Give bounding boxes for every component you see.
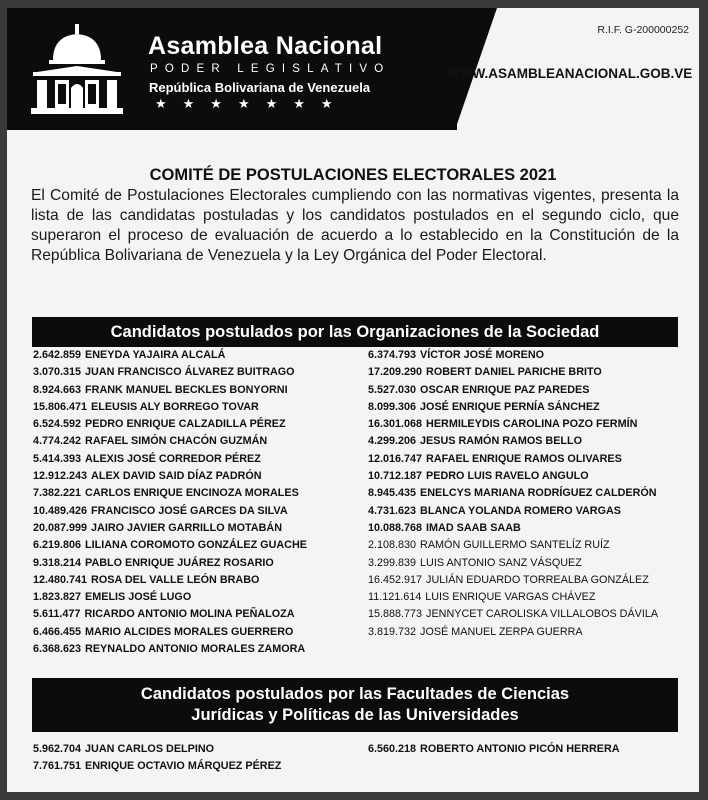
- candidate-row: [368, 433, 658, 450]
- candidate-row: [368, 555, 658, 572]
- candidate-row: [368, 364, 658, 381]
- candidate-id: 6.560.218: [368, 743, 417, 755]
- candidate-row: [368, 347, 658, 364]
- candidate-id: 5.527.030: [368, 383, 417, 396]
- org-title: Asamblea Nacional: [148, 32, 383, 60]
- candidate-id: 5.414.393: [33, 452, 82, 465]
- candidate-row: [33, 347, 307, 364]
- candidate-id: 3.070.315: [33, 366, 82, 379]
- candidate-name: LUIS ANTONIO SANZ VÁSQUEZ: [420, 556, 582, 569]
- candidate-name: ALEXIS JOSÉ CORREDOR PÉREZ: [85, 452, 261, 465]
- candidate-row: [368, 520, 658, 537]
- candidate-id: 15.806.471: [33, 400, 88, 413]
- candidate-name: CARLOS ENRIQUE ENCINOZA MORALES: [85, 487, 299, 500]
- candidate-name: RAFAEL ENRIQUE RAMOS OLIVARES: [426, 452, 622, 465]
- candidate-row: [33, 503, 307, 520]
- candidate-row: [33, 537, 307, 554]
- candidate-id: 4.731.623: [368, 504, 417, 517]
- candidate-row: [368, 624, 658, 641]
- candidate-id: 20.087.999: [33, 521, 88, 534]
- candidate-id: 7.761.751: [33, 760, 82, 773]
- section2-heading-line1: Candidatos postulados por las Facultades de Ciencias: [140, 685, 570, 703]
- stars-row: ★★★★★★★: [155, 96, 349, 111]
- newspaper-page: [7, 8, 699, 792]
- candidate-name: JESUS RAMÓN RAMOS BELLO: [420, 435, 583, 448]
- intro-paragraph: El Comité de Postulaciones Electorales cumpliendo con las normativas vigentes, presenta la lista de las candidatas postuladas y los candidatos postulados en el segundo ciclo, que superaron el proceso de evaluación de acuerdo a lo establecido en la Constitución de la República Bolivariana de Venezuela y la Ley Orgánica del Poder Electoral.: [31, 187, 679, 264]
- rif-number: R.I.F. G-200000252: [597, 24, 689, 36]
- candidate-row: [33, 606, 307, 623]
- candidate-id: 17.209.290: [368, 366, 423, 379]
- candidate-row: [368, 468, 658, 485]
- candidate-id: 2.642.859: [33, 349, 82, 361]
- candidate-name: PABLO ENRIQUE JUÁREZ ROSARIO: [85, 556, 274, 569]
- candidate-id: 8.099.306: [368, 400, 417, 413]
- candidate-name: RAFAEL SIMÓN CHACÓN GUZMÁN: [85, 435, 268, 448]
- candidate-row: [368, 572, 658, 589]
- candidate-row: [368, 606, 658, 623]
- candidate-row: [368, 503, 658, 520]
- candidate-id: 4.774.242: [33, 435, 82, 448]
- candidate-id: 12.016.747: [368, 452, 423, 465]
- candidate-row: [33, 572, 307, 589]
- section2-heading: [32, 678, 678, 732]
- candidate-name: JUAN CARLOS DELPINO: [85, 743, 215, 755]
- candidate-row: [33, 758, 281, 775]
- document-title: COMITÉ DE POSTULACIONES ELECTORALES 2021: [149, 166, 557, 184]
- candidate-id: 3.819.732: [368, 625, 417, 638]
- candidate-row: [368, 537, 658, 554]
- capitol-building-icon: [27, 22, 127, 118]
- candidate-name: JOSÉ MANUEL ZERPA GUERRA: [420, 625, 583, 638]
- candidate-row: [368, 741, 620, 758]
- candidate-row: [33, 520, 307, 537]
- section1-heading: Candidatos postulados por las Organizaciones de la Sociedad: [32, 317, 678, 347]
- candidate-name: REYNALDO ANTONIO MORALES ZAMORA: [85, 643, 306, 656]
- candidate-id: 1.823.827: [33, 591, 82, 604]
- section2-heading-line2: Jurídicas y Políticas de las Universidades: [191, 706, 519, 724]
- candidate-name: PEDRO ENRIQUE CALZADILLA PÉREZ: [85, 418, 286, 431]
- candidate-id: 10.712.187: [368, 470, 423, 483]
- candidate-name: LILIANA COROMOTO GONZÁLEZ GUACHE: [85, 539, 307, 552]
- candidate-row: [33, 451, 307, 468]
- section2-right-list: [368, 741, 620, 758]
- candidate-row: [33, 364, 307, 381]
- candidate-id: 8.945.435: [368, 487, 417, 500]
- candidate-row: [33, 416, 307, 433]
- candidate-row: [33, 555, 307, 572]
- section2-left-list: [33, 741, 281, 776]
- candidate-id: 11.121.614: [368, 591, 422, 604]
- candidate-name: ENEYDA YAJAIRA ALCALÁ: [85, 349, 226, 361]
- section1-left-list: [33, 347, 307, 658]
- candidate-row: [368, 451, 658, 468]
- candidate-row: [368, 589, 658, 606]
- section1-right-list: [368, 347, 658, 641]
- candidate-row: [33, 624, 307, 641]
- candidate-id: 4.299.206: [368, 435, 417, 448]
- candidate-row: [368, 416, 658, 433]
- candidate-name: BLANCA YOLANDA ROMERO VARGAS: [420, 504, 621, 517]
- candidate-name: JOSÉ ENRIQUE PERNÍA SÁNCHEZ: [420, 400, 600, 413]
- candidate-row: [33, 741, 281, 758]
- candidate-row: [33, 399, 307, 416]
- candidate-id: 6.374.793: [368, 349, 417, 361]
- website-link[interactable]: WWW.ASAMBLEANACIONAL.GOB.VE: [447, 66, 693, 81]
- candidate-id: 3.299.839: [368, 556, 417, 569]
- candidate-name: ROSA DEL VALLE LEÓN BRABO: [91, 573, 260, 586]
- candidate-row: [368, 485, 658, 502]
- candidate-id: 6.368.623: [33, 643, 82, 656]
- candidate-row: [33, 485, 307, 502]
- candidate-id: 12.912.243: [33, 470, 88, 483]
- candidate-name: LUIS ENRIQUE VARGAS CHÁVEZ: [425, 591, 596, 604]
- candidate-id: 16.452.917: [368, 573, 423, 586]
- candidate-name: JULIÁN EDUARDO TORREALBA GONZÁLEZ: [426, 573, 649, 586]
- candidate-row: [33, 589, 307, 606]
- candidate-id: 9.318.214: [33, 556, 82, 569]
- candidate-id: 8.924.663: [33, 383, 82, 396]
- candidate-name: ROBERTO ANTONIO PICÓN HERRERA: [420, 743, 620, 755]
- candidate-name: ENELCYS MARIANA RODRÍGUEZ CALDERÓN: [420, 487, 657, 500]
- candidate-name: OSCAR ENRIQUE PAZ PAREDES: [420, 383, 590, 396]
- candidate-row: [33, 641, 307, 658]
- org-country: República Bolivariana de Venezuela: [149, 80, 371, 95]
- candidate-row: [368, 382, 658, 399]
- candidate-row: [33, 433, 307, 450]
- candidate-id: 6.219.806: [33, 539, 82, 552]
- candidate-id: 12.480.741: [33, 573, 88, 586]
- candidate-name: VÍCTOR JOSÉ MORENO: [420, 349, 545, 361]
- candidate-name: JENNYCET CAROLISKA VILLALOBOS DÁVILA: [426, 608, 659, 621]
- candidate-id: 10.088.768: [368, 521, 423, 534]
- candidate-id: 15.888.773: [368, 608, 423, 621]
- org-subtitle: PODER LEGISLATIVO: [150, 63, 391, 75]
- candidate-name: HERMILEYDIS CAROLINA POZO FERMÍN: [426, 418, 638, 431]
- candidate-id: 7.382.221: [33, 487, 82, 500]
- candidate-id: 10.489.426: [33, 504, 88, 517]
- candidate-id: 16.301.068: [368, 418, 423, 431]
- candidate-name: EMELIS JOSÉ LUGO: [85, 591, 192, 604]
- candidate-id: 6.466.455: [33, 625, 82, 638]
- candidate-id: 5.962.704: [33, 743, 82, 755]
- header-bar: [7, 8, 699, 144]
- candidate-name: PEDRO LUIS RAVELO ANGULO: [426, 470, 589, 483]
- candidate-name: JUAN FRANCISCO ÁLVAREZ BUITRAGO: [85, 366, 295, 379]
- candidate-name: ROBERT DANIEL PARICHE BRITO: [426, 366, 602, 379]
- candidate-name: MARIO ALCIDES MORALES GUERRERO: [85, 625, 294, 638]
- candidate-id: 6.524.592: [33, 418, 82, 431]
- candidate-id: 2.108.830: [368, 539, 417, 552]
- candidate-name: FRANK MANUEL BECKLES BONYORNI: [85, 383, 288, 396]
- candidate-name: IMAD SAAB SAAB: [426, 521, 521, 534]
- candidate-name: FRANCISCO JOSÉ GARCES DA SILVA: [91, 504, 288, 517]
- candidate-row: [368, 399, 658, 416]
- candidate-name: RAMÓN GUILLERMO SANTELÍZ RUÍZ: [420, 539, 610, 552]
- candidate-name: ELEUSIS ALY BORREGO TOVAR: [91, 400, 259, 413]
- candidate-id: 5.611.477: [33, 608, 81, 621]
- candidate-name: ALEX DAVID SAID DÍAZ PADRÓN: [91, 470, 262, 483]
- candidate-row: [33, 382, 307, 399]
- candidate-name: RICARDO ANTONIO MOLINA PEÑALOZA: [84, 608, 295, 621]
- candidate-name: ENRIQUE OCTAVIO MÁRQUEZ PÉREZ: [85, 760, 282, 773]
- candidate-name: JAIRO JAVIER GARRILLO MOTABÁN: [91, 521, 282, 534]
- candidate-row: [33, 468, 307, 485]
